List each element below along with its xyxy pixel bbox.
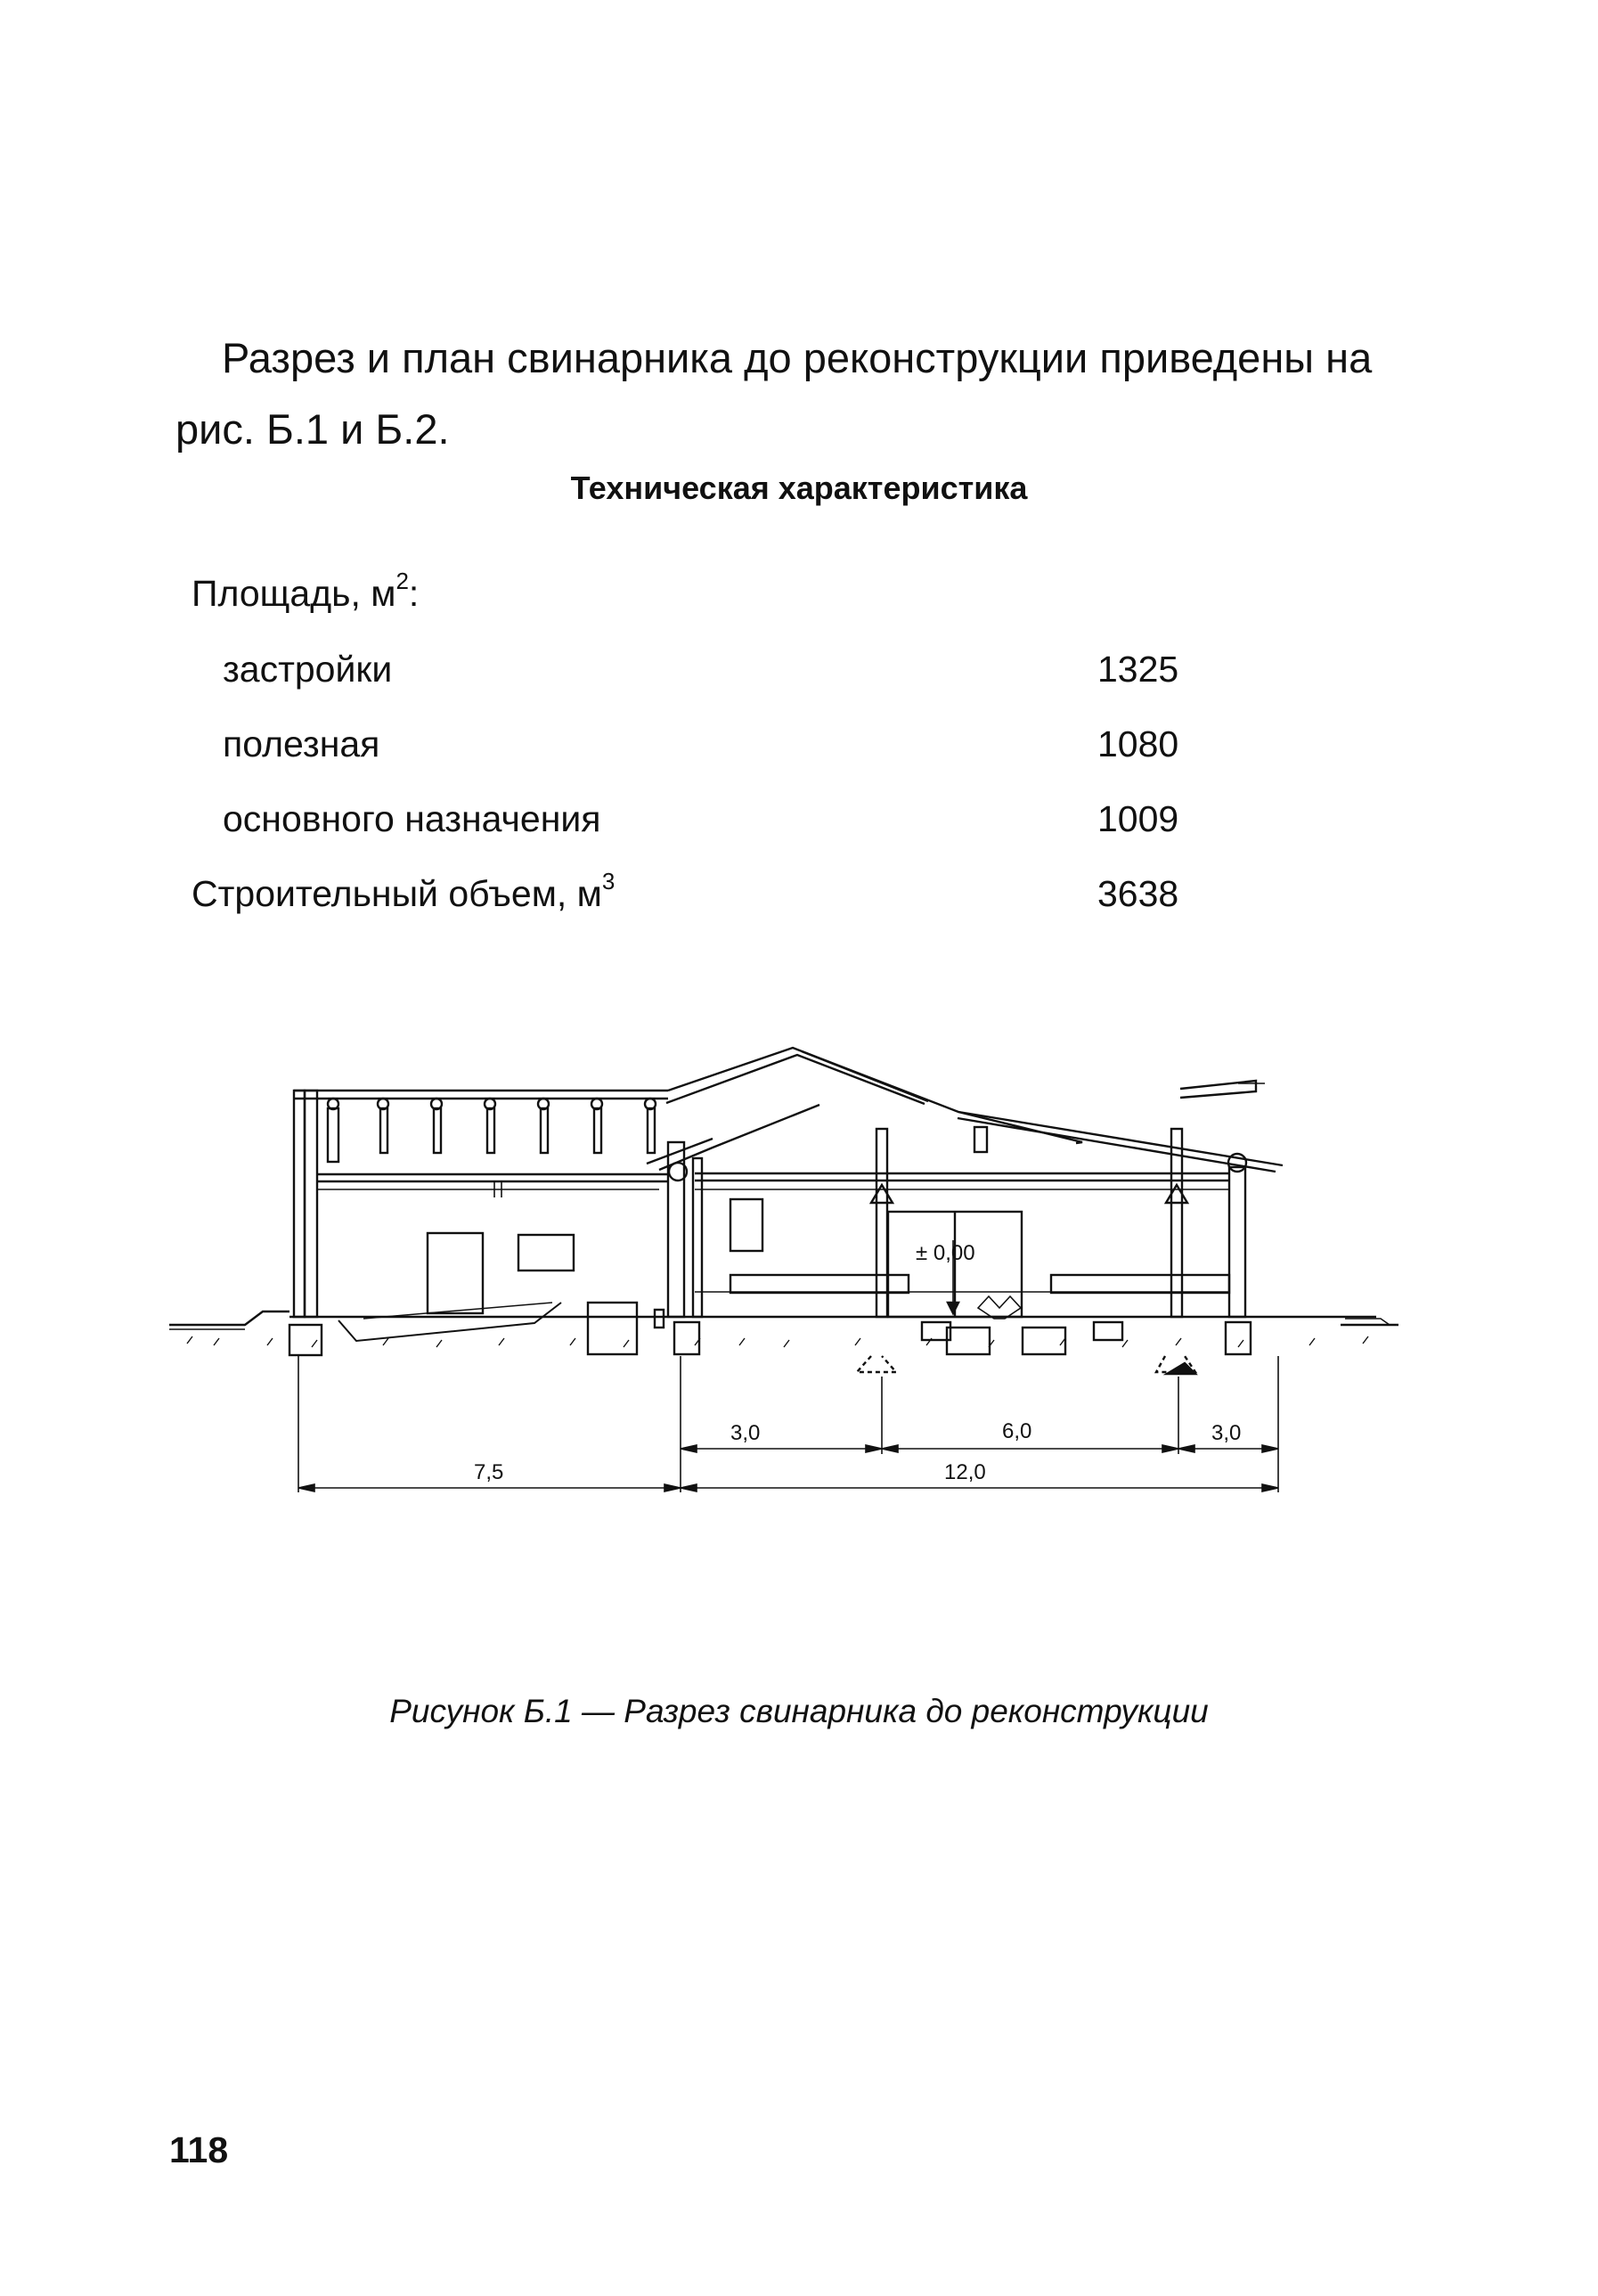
- level-mark: ± 0,00: [916, 1241, 975, 1265]
- dim-label: 7,5: [474, 1460, 504, 1484]
- spec-row-value: 1080: [1097, 723, 1179, 764]
- spec-row-label: полезная: [223, 723, 380, 764]
- spec-area-row: [192, 568, 420, 615]
- spec-area-label: Площадь, м: [192, 573, 396, 614]
- intro-line-1: Разрез и план свинарника до реконструкции приведены на: [222, 334, 1373, 381]
- section-drawing: [160, 1025, 1407, 1524]
- spec-row-value: 1009: [1097, 798, 1179, 839]
- dim-label: 6,0: [1002, 1419, 1032, 1443]
- spec-volume-label: Строительный объем, м: [192, 873, 602, 914]
- dim-label: 3,0: [730, 1421, 761, 1445]
- spec-volume-value: 3638: [1097, 873, 1179, 914]
- spec-row-label: застройки: [223, 649, 393, 690]
- dim-label: 3,0: [1211, 1421, 1242, 1445]
- spec-area-suffix: :: [408, 573, 420, 614]
- ground-line: [169, 1311, 1398, 1347]
- intro-line-2: рис. Б.1 и Б.2.: [175, 405, 450, 453]
- spec-volume-unit-exp: 3: [601, 868, 616, 895]
- spec-row-value: 1325: [1097, 649, 1179, 690]
- dimension-lines: [298, 1356, 1278, 1492]
- spec-area-unit-exp: 2: [395, 568, 409, 594]
- spec-heading: Техническая характеристика: [570, 470, 1028, 506]
- spec-table: [0, 0, 1598, 980]
- page-number: 118: [169, 2129, 229, 2170]
- dim-label: 12,0: [944, 1460, 986, 1484]
- main-building: [647, 1048, 1283, 1374]
- spec-row-label: основного назначения: [223, 798, 601, 839]
- figure-caption: Рисунок Б.1 — Разрез свинарника до реконструкции: [389, 1693, 1209, 1729]
- left-annex: [289, 1091, 668, 1355]
